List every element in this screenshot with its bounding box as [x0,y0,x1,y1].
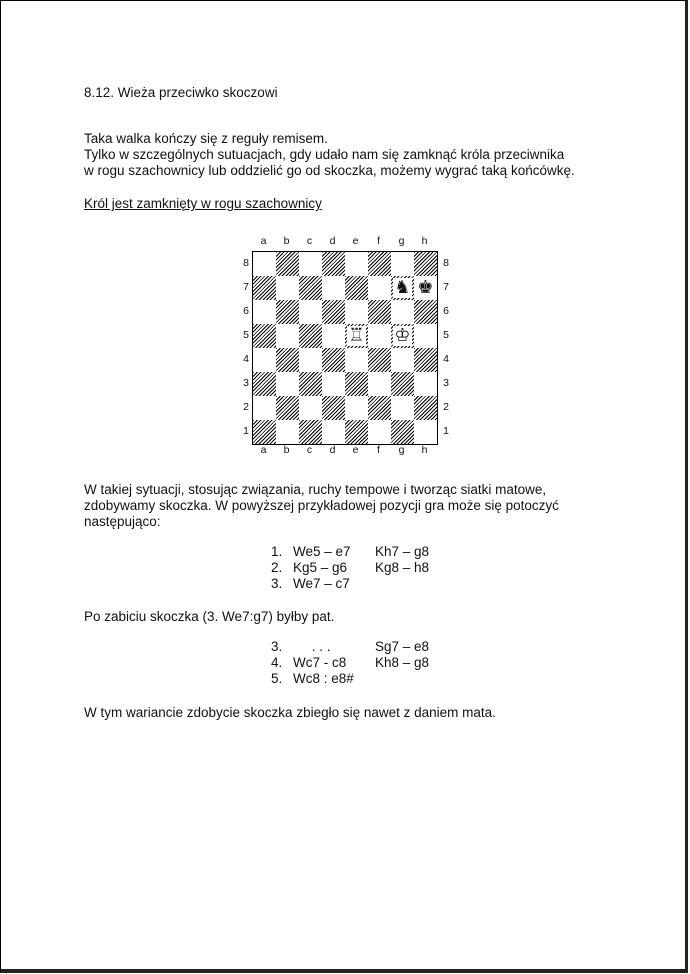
paragraph-line: zdobywamy skoczka. W powyższej przykładowej pozycji gra może się potoczyć [84,498,559,513]
file-label: b [283,444,290,456]
file-label: c [306,444,313,456]
explanation-paragraph [84,482,559,530]
rank-labels-right [440,251,452,443]
board-square-g3 [391,372,414,396]
file-label: b [283,235,290,247]
move-row [271,671,455,687]
board-square-h2 [414,396,437,420]
white-move: . . . [293,639,331,654]
rank-label: 7 [243,281,249,293]
file-label: d [329,444,336,456]
move-list-variation [271,639,455,687]
move-list-main [271,544,455,592]
move-number: 2. [271,560,283,575]
rank-label: 6 [443,305,449,317]
board-square-a2 [253,396,276,420]
paragraph-line: następująco: [84,514,161,529]
rank-label: 2 [443,401,449,413]
move-number: 3. [271,639,283,654]
board-square-f8 [368,252,391,276]
board-square-f4 [368,348,391,372]
board-square-c2 [299,396,322,420]
board-square-h5 [414,324,437,348]
board-square-a6 [253,300,276,324]
rank-label: 5 [243,329,249,341]
move-number: 1. [271,544,283,559]
move-number: 3. [271,576,283,591]
board-square-f6 [368,300,391,324]
board-square-h3 [414,372,437,396]
rank-label: 7 [443,281,449,293]
board-square-c6 [299,300,322,324]
board-square-h4 [414,348,437,372]
board-square-b8 [276,252,299,276]
rank-label: 8 [443,257,449,269]
black-move: Sg7 – e8 [375,639,430,654]
board-square-a7 [253,276,276,300]
file-label: f [377,235,380,247]
white-move: We7 – c7 [293,576,350,591]
diagram-subtitle: Król jest zamknięty w rogu szachownicy [84,196,322,211]
white-rook-icon: ♖ [348,325,365,346]
board-square-a3 [253,372,276,396]
rank-label: 3 [443,377,449,389]
board-square-g6 [391,300,414,324]
board-square-g8 [391,252,414,276]
board-square-a1 [253,420,276,444]
rank-label: 5 [443,329,449,341]
board-square-h1 [414,420,437,444]
board-square-g1 [391,420,414,444]
board-square-f5 [368,324,391,348]
conclusion-paragraph: W tym wariancie zdobycie skoczka zbiegło się nawet z daniem mata. [84,705,496,720]
board-square-e4 [345,348,368,372]
file-label: c [306,235,313,247]
board-square-b7 [276,276,299,300]
black-move [375,576,455,592]
board-square-d1 [322,420,345,444]
file-label: d [329,235,336,247]
section-heading: 8.12. Wieża przeciwko skoczowi [84,85,278,100]
board-square-e2 [345,396,368,420]
board-square-d6 [322,300,345,324]
board-square-h6 [414,300,437,324]
board-square-e3 [345,372,368,396]
rank-label: 6 [243,305,249,317]
black-move [375,671,455,687]
board-square-g5 [391,324,414,348]
board-square-c1 [299,420,322,444]
board-square-c5 [299,324,322,348]
stalemate-note: Po zabiciu skoczka (3. We7:g7) byłby pat. [84,609,335,624]
board-square-b6 [276,300,299,324]
board-square-d5 [322,324,345,348]
board-square-f2 [368,396,391,420]
board-square-e7 [345,276,368,300]
white-king-icon: ♔ [394,325,411,346]
board-square-b5 [276,324,299,348]
move-row [271,576,455,592]
black-king-icon: ♚ [417,277,434,298]
move-number: 4. [271,655,283,670]
paragraph-line: W takiej sytuacji, stosując związania, ruchy tempowe i tworząc siatki matowe, [84,482,547,497]
board-square-g4 [391,348,414,372]
rank-label: 4 [243,353,249,365]
board-square-f3 [368,372,391,396]
board-square-b4 [276,348,299,372]
file-label: g [398,444,405,456]
black-move: Kh7 – g8 [375,544,430,559]
file-label: e [352,444,359,456]
move-row [271,655,455,671]
board-square-e8 [345,252,368,276]
board-square-d2 [322,396,345,420]
white-move: Kg5 – g6 [293,560,348,575]
board-square-c7 [299,276,322,300]
file-label: f [377,444,380,456]
file-labels-bottom [252,444,436,456]
board-square-a5 [253,324,276,348]
rank-label: 2 [243,401,249,413]
board-square-h7 [414,276,437,300]
move-number: 5. [271,671,283,686]
move-row [271,544,455,560]
file-label: a [260,444,267,456]
board-square-c3 [299,372,322,396]
board-square-c8 [299,252,322,276]
board-square-e1 [345,420,368,444]
intro-paragraph [84,131,575,179]
board-square-f7 [368,276,391,300]
intro-line: Tylko w szczególnych sutuacjach, gdy udało nam się zamknąć króla przeciwnika [84,147,565,162]
rank-labels-left [240,251,252,443]
file-labels-top [252,235,436,247]
board-square-d8 [322,252,345,276]
file-label: h [421,444,428,456]
black-move: Kh8 – g8 [375,655,430,670]
board-square-f1 [368,420,391,444]
rank-label: 8 [243,257,249,269]
white-move: Wc7 - c8 [293,655,347,670]
board-square-a8 [253,252,276,276]
board-square-d7 [322,276,345,300]
board-square-e6 [345,300,368,324]
board-square-a4 [253,348,276,372]
board-square-b1 [276,420,299,444]
board-square-b3 [276,372,299,396]
white-move: We5 – e7 [293,544,351,559]
white-move: Wc8 : e8# [293,671,354,686]
black-move: Kg8 – h8 [375,560,430,575]
black-knight-icon: ♞ [394,277,411,298]
board-square-g7 [391,276,414,300]
file-label: g [398,235,405,247]
board-square-d3 [322,372,345,396]
rank-label: 1 [243,425,249,437]
file-label: e [352,235,359,247]
move-row [271,639,455,655]
rank-label: 4 [443,353,449,365]
rank-label: 1 [443,425,449,437]
rank-label: 3 [243,377,249,389]
board-square-e5 [345,324,368,348]
move-row [271,560,455,576]
intro-line: w rogu szachownicy lub oddzielić go od skoczka, możemy wygrać taką końcówkę. [84,163,575,178]
board-square-g2 [391,396,414,420]
board-square-b2 [276,396,299,420]
board-square-d4 [322,348,345,372]
file-label: a [260,235,267,247]
file-label: h [421,235,428,247]
chess-board [252,251,438,445]
chess-diagram [237,233,457,461]
board-square-h8 [414,252,437,276]
board-square-c4 [299,348,322,372]
intro-line: Taka walka kończy się z reguły remisem. [84,131,328,146]
